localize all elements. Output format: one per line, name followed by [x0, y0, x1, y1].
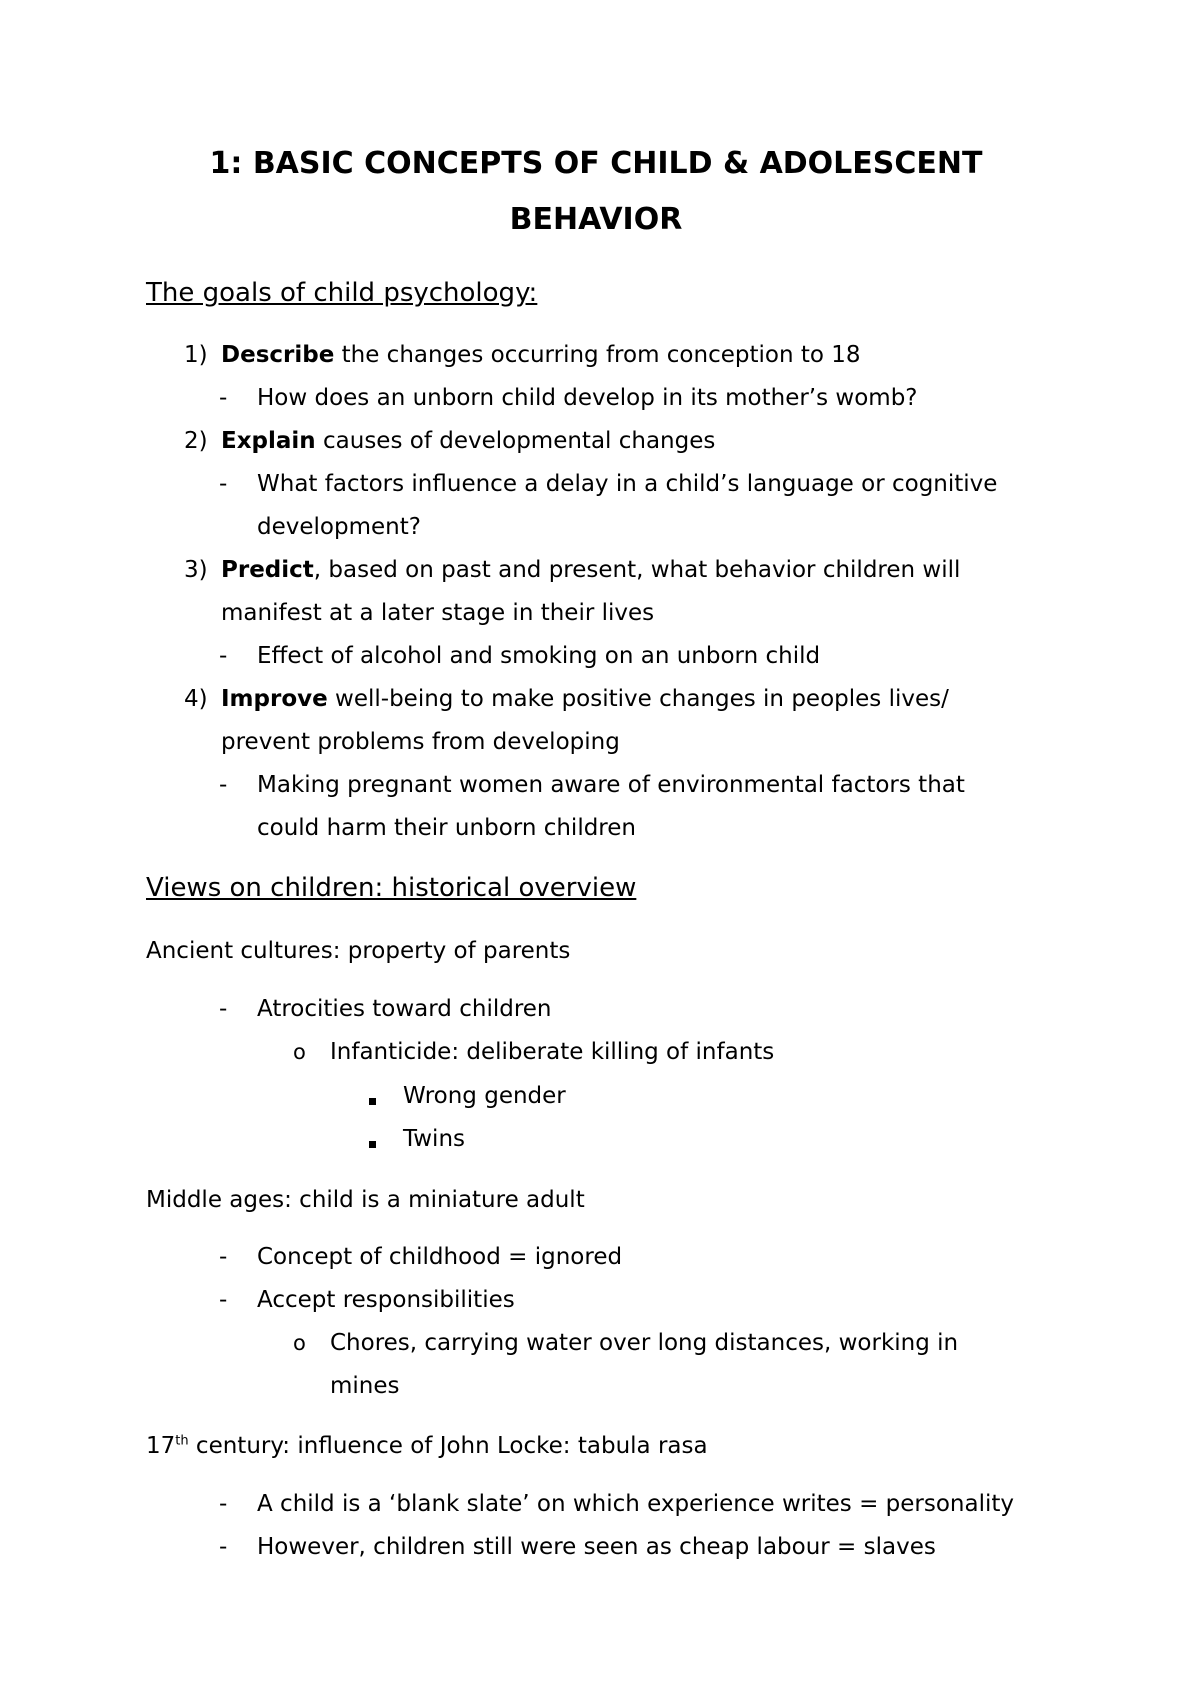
dash-bullet: -	[219, 1491, 228, 1517]
square-bullet	[369, 1098, 376, 1105]
era-17th-century	[146, 1431, 708, 1461]
list-number: 1)	[184, 342, 208, 368]
title-line-1: 1: BASIC CONCEPTS OF CHILD & ADOLESCENT	[209, 146, 983, 181]
sub-item: Accept responsibilities	[257, 1287, 515, 1313]
era-middle-ages: Middle ages: child is a miniature adult	[146, 1187, 585, 1213]
section-heading-views: Views on children: historical overview	[146, 873, 637, 903]
goal-text-continued: prevent problems from developing	[221, 729, 620, 755]
goal-keyword: Explain	[221, 428, 316, 454]
list-number: 3)	[184, 557, 208, 583]
sub-sub-item-continued: mines	[330, 1373, 400, 1399]
sub-item: Concept of childhood = ignored	[257, 1244, 623, 1270]
sub-item: Effect of alcohol and smoking on an unborn child	[257, 643, 821, 669]
sub-item: However, children still were seen as cheap labour = slaves	[257, 1534, 936, 1560]
dash-bullet: -	[219, 385, 228, 411]
sub-sub-sub-item: Wrong gender	[403, 1083, 566, 1109]
page-title	[146, 136, 1046, 248]
circle-bullet: o	[293, 1331, 306, 1355]
sub-item: A child is a ‘blank slate’ on which experience writes = personality	[257, 1491, 1015, 1517]
goal-keyword: Improve	[221, 686, 328, 712]
sub-item: What factors influence a delay in a child’s language or cognitive	[257, 471, 998, 497]
goal-keyword: Predict	[221, 557, 314, 583]
goal-text-continued: manifest at a later stage in their lives	[221, 600, 655, 626]
list-number: 2)	[184, 428, 208, 454]
dash-bullet: -	[219, 1244, 228, 1270]
goal-keyword: Describe	[221, 342, 335, 368]
dash-bullet: -	[219, 772, 228, 798]
era-ancient: Ancient cultures: property of parents	[146, 938, 571, 964]
dash-bullet: -	[219, 1534, 228, 1560]
dash-bullet: -	[219, 471, 228, 497]
sub-sub-item: Infanticide: deliberate killing of infants	[330, 1039, 775, 1065]
goal-item-describe	[221, 340, 861, 370]
sub-item-continued: development?	[257, 514, 421, 540]
sub-sub-sub-item: Twins	[403, 1126, 466, 1152]
sub-item: How does an unborn child develop in its mother’s womb?	[257, 385, 918, 411]
goal-item-explain	[221, 426, 715, 456]
sub-item: Atrocities toward children	[257, 996, 552, 1022]
goal-text: the changes occurring from conception to 18	[334, 342, 861, 368]
goal-item-predict	[221, 555, 960, 585]
title-line-2: BEHAVIOR	[509, 202, 683, 237]
century-suffix: th	[175, 1433, 189, 1449]
goal-item-improve	[221, 684, 949, 714]
sub-item: Making pregnant women aware of environmental factors that	[257, 772, 965, 798]
dash-bullet: -	[219, 996, 228, 1022]
sub-item-continued: could harm their unborn children	[257, 815, 636, 841]
square-bullet	[369, 1141, 376, 1148]
century-number: 17	[146, 1433, 176, 1459]
goal-text: causes of developmental changes	[315, 428, 716, 454]
list-number: 4)	[184, 686, 208, 712]
section-heading-goals: The goals of child psychology:	[146, 278, 538, 308]
circle-bullet: o	[293, 1040, 306, 1064]
goal-text: well-being to make positive changes in peoples lives/	[327, 686, 949, 712]
dash-bullet: -	[219, 643, 228, 669]
goal-text: , based on past and present, what behavior children will	[313, 557, 961, 583]
sub-sub-item: Chores, carrying water over long distances, working in	[330, 1330, 959, 1356]
century-text: century: influence of John Locke: tabula rasa	[188, 1433, 708, 1459]
dash-bullet: -	[219, 1287, 228, 1313]
